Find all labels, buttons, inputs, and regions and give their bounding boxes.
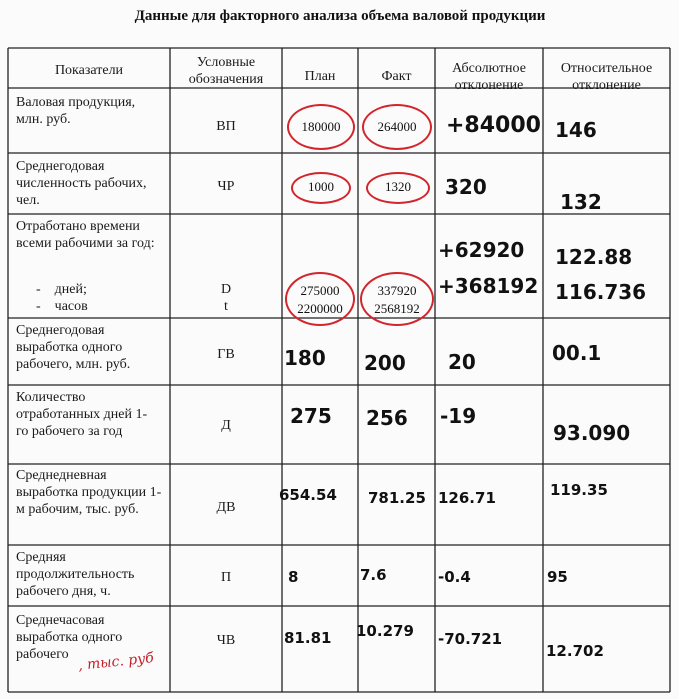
row-3-symbol-days: D xyxy=(220,282,232,297)
row-4-indicator: Среднегодовая выработка одного рабочего, млн. руб. xyxy=(16,323,131,372)
row-3-symbol-hours: t xyxy=(224,299,228,314)
row-7-indicator: Средняя продолжительность рабочего дня, ч. xyxy=(16,550,135,599)
table-title: Данные для факторного анализа объема валовой продукции xyxy=(134,8,546,24)
row-1-plan: 180000 xyxy=(301,119,341,134)
row-6-fact: 781.25 xyxy=(368,489,426,507)
row-8-handwritten-unit-note: , тыс. руб xyxy=(77,650,155,674)
row-4-plan: 180 xyxy=(284,346,326,370)
row-5-fact: 256 xyxy=(366,406,408,430)
row-7-abs: -0.4 xyxy=(438,568,471,586)
row-3-plan-days: 275000 xyxy=(300,283,340,298)
header-plan: План xyxy=(304,69,336,84)
row-1-fact: 264000 xyxy=(377,119,417,134)
row-7-fact: 7.6 xyxy=(360,566,387,584)
row-4-abs: 20 xyxy=(448,350,476,374)
row-5-symbol: Д xyxy=(221,418,231,433)
header-symbol: Условные обозначения xyxy=(188,55,264,87)
row-8-plan: 81.81 xyxy=(284,629,332,647)
row-1-indicator: Валовая продукция, млн. руб. xyxy=(16,95,136,127)
header-abs-deviation: Абсолютное отклонение xyxy=(452,61,526,93)
row-3-sub-hours: - часов xyxy=(36,299,88,314)
row-2-plan: 1000 xyxy=(308,179,334,194)
header-indicator: Показатели xyxy=(54,63,124,78)
row-6-indicator: Среднедневная выработка продукции 1-м рабочим, тыс. руб. xyxy=(16,468,162,517)
row-8-indicator: Среднечасовая выработка одного рабочего xyxy=(16,613,123,662)
row-2-indicator: Среднегодовая численность рабочих, чел. xyxy=(16,159,147,208)
row-3-plan-hours: 2200000 xyxy=(297,301,343,316)
row-3-indicator: Отработано времени всеми рабочими за год: xyxy=(16,219,155,251)
row-3-rel-days: 122.88 xyxy=(555,245,633,269)
row-8-symbol: ЧВ xyxy=(216,633,236,648)
row-5-rel: 93.090 xyxy=(553,421,631,445)
row-6-abs: 126.71 xyxy=(438,489,496,507)
row-3-fact-days: 337920 xyxy=(377,283,417,298)
row-6-rel: 119.35 xyxy=(550,481,608,499)
row-3-sub-days: - дней; xyxy=(36,282,87,297)
row-3-abs-days: +62920 xyxy=(438,238,525,262)
row-8-fact: 10.279 xyxy=(356,622,414,640)
row-4-fact: 200 xyxy=(364,351,406,375)
row-1-rel: 146 xyxy=(555,118,597,142)
row-6-plan: 654.54 xyxy=(279,486,337,504)
header-fact: Факт xyxy=(381,69,412,84)
row-2-symbol: ЧР xyxy=(217,179,235,194)
row-1-abs: +84000 xyxy=(446,113,541,138)
row-2-rel: 132 xyxy=(560,190,602,214)
row-3-fact-hours: 2568192 xyxy=(374,301,420,316)
row-6-symbol: ДВ xyxy=(216,500,236,515)
row-3-fact-circle xyxy=(360,272,434,326)
row-7-plan: 8 xyxy=(288,568,299,586)
row-3-abs-hours: +368192 xyxy=(438,274,539,298)
row-3-rel-hours: 116.736 xyxy=(555,280,647,304)
row-1-symbol: ВП xyxy=(216,119,236,134)
row-2-abs: 320 xyxy=(445,175,487,199)
row-5-indicator: Количество отработанных дней 1-го рабочего за год xyxy=(16,390,148,439)
row-4-symbol: ГВ xyxy=(217,347,235,362)
row-8-abs: -70.721 xyxy=(438,630,503,648)
header-rel-deviation: Относительное отклонение xyxy=(560,61,653,93)
row-8-rel: 12.702 xyxy=(546,642,604,660)
row-7-symbol: П xyxy=(220,570,232,585)
row-5-abs: -19 xyxy=(440,404,477,428)
row-5-plan: 275 xyxy=(290,404,332,428)
row-7-rel: 95 xyxy=(547,568,568,586)
row-4-rel: 00.1 xyxy=(552,341,602,365)
row-2-fact: 1320 xyxy=(385,179,411,194)
row-3-plan-circle xyxy=(285,272,355,326)
